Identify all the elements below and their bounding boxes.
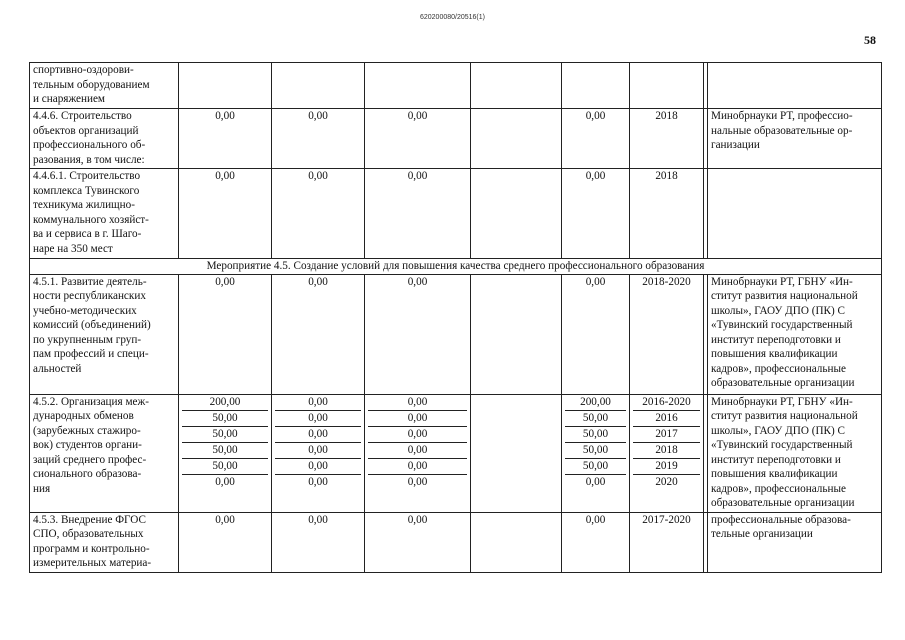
cell-local — [471, 512, 562, 572]
page-number: 58 — [864, 33, 876, 47]
cell-other: 0,00 — [562, 169, 630, 259]
cell-local — [471, 394, 562, 512]
cell-local — [471, 169, 562, 259]
cell-total: 0,00 — [179, 109, 272, 169]
activity-name: 4.4.6.1. Строительство комплекса Тувинского техникума жилищно- коммунального хозяйст- ва и сервиса в г. Шаго- наре на 350 мест — [30, 169, 179, 259]
activity-name: 4.4.6. Строительство объектов организаций профессионального об- разования, в том числе: — [30, 109, 179, 169]
cell-total — [179, 63, 272, 109]
cell-federal: 0,00 — [272, 169, 365, 259]
cell-federal: 0,00 — [272, 512, 365, 572]
table-row — [30, 169, 882, 259]
cell-executor: Минобрнауки РТ, ГБНУ «Ин- ститут развития национальной школы», ГАОУ ДПО (ПК) С «Тувинский государственный институт переподготовки и повышения квалификации кадров», профессиональные образовательные организации — [708, 274, 882, 394]
activity-name: 4.5.2. Организация меж- дународных обменов (зарубежных стажиро- вок) студентов органи- заций среднего профес- сионального образова- ния — [30, 394, 179, 512]
cell-other-by-year: 200,00 50,00 50,00 50,00 50,00 0,00 — [562, 394, 630, 512]
cell-republic: 0,00 — [365, 109, 471, 169]
cell-republic: 0,00 — [365, 169, 471, 259]
table-row — [30, 394, 882, 512]
cell-republic — [365, 63, 471, 109]
cell-federal: 0,00 — [272, 274, 365, 394]
cell-total: 0,00 — [179, 169, 272, 259]
cell-years: 2016-2020 2016 2017 2018 2019 2020 — [630, 394, 704, 512]
cell-local — [471, 274, 562, 394]
cell-local — [471, 63, 562, 109]
activities-table — [29, 62, 882, 573]
activity-name: спортивно-оздорови- тельным оборудованием и снаряжением — [30, 63, 179, 109]
cell-year: 2018 — [630, 169, 704, 259]
cell-federal — [272, 63, 365, 109]
document-id: 620200080/20516(1) — [419, 14, 485, 21]
table-row — [30, 63, 882, 109]
cell-executor: Минобрнауки РТ, профессио- нальные образовательные ор- ганизации — [708, 109, 882, 169]
table-row — [30, 512, 882, 572]
cell-other — [562, 63, 630, 109]
table-row — [30, 274, 882, 394]
cell-local — [471, 109, 562, 169]
cell-total-by-year: 200,00 50,00 50,00 50,00 50,00 0,00 — [179, 394, 272, 512]
section-title: Мероприятие 4.5. Создание условий для повышения качества среднего профессионального образования — [30, 259, 882, 275]
table-row — [30, 109, 882, 169]
cell-other: 0,00 — [562, 274, 630, 394]
cell-republic: 0,00 — [365, 274, 471, 394]
cell-other: 0,00 — [562, 109, 630, 169]
cell-executor — [708, 169, 882, 259]
cell-total: 0,00 — [179, 274, 272, 394]
cell-year: 2017-2020 — [630, 512, 704, 572]
cell-federal-by-year: 0,00 0,00 0,00 0,00 0,00 0,00 — [272, 394, 365, 512]
cell-year — [630, 63, 704, 109]
cell-year: 2018-2020 — [630, 274, 704, 394]
cell-total: 0,00 — [179, 512, 272, 572]
cell-executor: профессиональные образова- тельные организации — [708, 512, 882, 572]
cell-republic: 0,00 — [365, 512, 471, 572]
section-row — [30, 259, 882, 275]
cell-republic-by-year: 0,00 0,00 0,00 0,00 0,00 0,00 — [365, 394, 471, 512]
activity-name: 4.5.3. Внедрение ФГОС СПО, образовательных программ и контрольно- измерительных материа- — [30, 512, 179, 572]
cell-federal: 0,00 — [272, 109, 365, 169]
cell-executor — [708, 63, 882, 109]
cell-executor: Минобрнауки РТ, ГБНУ «Ин- ститут развития национальной школы», ГАОУ ДПО (ПК) С «Тувинский государственный институт переподготовки и повышения квалификации кадров», профессиональные образовательные организации — [708, 394, 882, 512]
cell-year: 2018 — [630, 109, 704, 169]
activity-name: 4.5.1. Развитие деятель- ности республиканских учебно-методических комиссий (объединений) по укрупненным груп- пам профессий и специ- альностей — [30, 274, 179, 394]
cell-other: 0,00 — [562, 512, 630, 572]
